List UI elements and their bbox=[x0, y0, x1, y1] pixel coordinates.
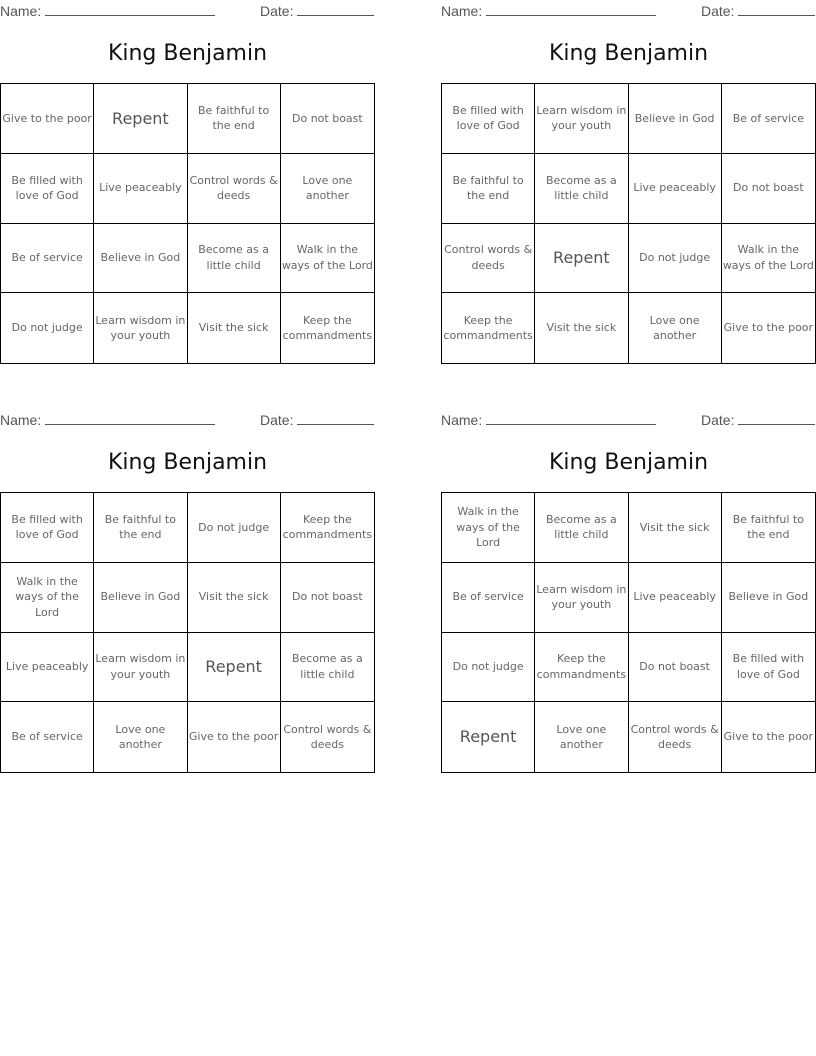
bingo-cell: Control words & deeds bbox=[629, 702, 722, 772]
bingo-cell: Become as a little child bbox=[188, 224, 281, 294]
bingo-cell: Learn wisdom in your youth bbox=[94, 293, 187, 363]
bingo-cell: Walk in the ways of the Lord bbox=[1, 563, 94, 633]
name-field bbox=[0, 2, 215, 19]
bingo-cell: Do not judge bbox=[188, 493, 281, 563]
bingo-cell: Keep the commandments bbox=[282, 313, 373, 343]
name-label: Name: bbox=[0, 3, 42, 19]
name-line bbox=[486, 2, 656, 16]
bingo-card bbox=[0, 0, 375, 343]
name-label: Name: bbox=[441, 3, 483, 19]
bingo-cell: Learn wisdom in your youth bbox=[535, 84, 628, 154]
date-label: Date: bbox=[260, 3, 294, 19]
bingo-cell: Live peaceably bbox=[629, 154, 722, 224]
name-line bbox=[486, 411, 656, 425]
date-label: Date: bbox=[701, 3, 735, 19]
bingo-cell: Be filled with love of God bbox=[442, 84, 535, 154]
bingo-cell: Repent bbox=[188, 633, 281, 703]
date-field bbox=[701, 411, 815, 428]
bingo-cell: Believe in God bbox=[94, 563, 187, 633]
name-field bbox=[0, 411, 215, 428]
card-title: King Benjamin bbox=[107, 450, 268, 475]
bingo-cell: Be filled with love of God bbox=[722, 633, 815, 703]
bingo-cell: Be filled with love of God bbox=[1, 154, 94, 224]
card-header bbox=[0, 409, 375, 431]
card-header bbox=[0, 0, 375, 22]
date-label: Date: bbox=[260, 412, 294, 428]
bingo-cell: Be of service bbox=[722, 84, 815, 154]
bingo-cell: Be faithful to the end bbox=[94, 493, 187, 563]
date-line bbox=[297, 411, 374, 425]
bingo-cell: Give to the poor bbox=[723, 730, 814, 744]
bingo-grid bbox=[0, 83, 375, 364]
bingo-cell: Keep the commandments bbox=[535, 633, 628, 703]
bingo-cell: Believe in God bbox=[722, 563, 815, 633]
bingo-cell: Visit the sick bbox=[629, 493, 722, 563]
date-line bbox=[738, 2, 815, 16]
bingo-cell: Be faithful to the end bbox=[442, 154, 535, 224]
bingo-cell: Control words & deeds bbox=[188, 154, 281, 224]
name-line bbox=[45, 2, 215, 16]
bingo-card bbox=[0, 409, 375, 752]
bingo-grid bbox=[441, 83, 816, 364]
bingo-cell: Do not boast bbox=[281, 563, 374, 633]
bingo-cell: Learn wisdom in your youth bbox=[535, 563, 628, 633]
bingo-cell: Be filled with love of God bbox=[1, 493, 94, 563]
bingo-cell: Visit the sick bbox=[535, 293, 628, 363]
card-title: King Benjamin bbox=[548, 41, 709, 66]
bingo-cell: Control words & deeds bbox=[442, 224, 535, 294]
bingo-card bbox=[441, 0, 816, 343]
bingo-cell: Do not boast bbox=[281, 84, 374, 154]
bingo-cell: Be faithful to the end bbox=[722, 493, 815, 563]
bingo-cell: Keep the commandments bbox=[281, 493, 374, 563]
bingo-cell: Live peaceably bbox=[94, 154, 187, 224]
bingo-grid bbox=[0, 492, 375, 773]
bingo-cell: Love one another bbox=[281, 154, 374, 224]
date-field bbox=[260, 411, 374, 428]
card-title: King Benjamin bbox=[548, 450, 709, 475]
name-field bbox=[441, 2, 656, 19]
name-field bbox=[441, 411, 656, 428]
name-label: Name: bbox=[0, 412, 42, 428]
bingo-cell: Learn wisdom in your youth bbox=[94, 633, 187, 703]
bingo-card bbox=[441, 409, 816, 752]
bingo-cell: Visit the sick bbox=[188, 563, 281, 633]
bingo-cell: Repent bbox=[94, 84, 187, 154]
bingo-cell: Do not boast bbox=[722, 154, 815, 224]
bingo-cell: Do not boast bbox=[629, 633, 722, 703]
bingo-cell: Become as a little child bbox=[535, 154, 628, 224]
name-label: Name: bbox=[441, 412, 483, 428]
bingo-cell: Love one another bbox=[94, 702, 187, 772]
bingo-cell: Do not judge bbox=[442, 633, 535, 703]
bingo-cell: Love one another bbox=[535, 702, 628, 772]
date-line bbox=[297, 2, 374, 16]
bingo-cell: Become as a little child bbox=[535, 493, 628, 563]
bingo-cell: Repent bbox=[442, 702, 535, 772]
bingo-grid bbox=[441, 492, 816, 773]
bingo-cell: Walk in the ways of the Lord bbox=[722, 224, 815, 294]
bingo-cell: Give to the poor bbox=[723, 321, 814, 335]
date-field bbox=[260, 2, 374, 19]
bingo-cell: Visit the sick bbox=[188, 293, 281, 363]
card-header bbox=[441, 0, 816, 22]
bingo-cell: Do not judge bbox=[1, 293, 94, 363]
bingo-cell: Be of service bbox=[442, 563, 535, 633]
bingo-cell: Believe in God bbox=[629, 84, 722, 154]
date-label: Date: bbox=[701, 412, 735, 428]
bingo-cell: Do not judge bbox=[629, 224, 722, 294]
bingo-cell: Walk in the ways of the Lord bbox=[442, 493, 535, 563]
bingo-cell: Repent bbox=[535, 224, 628, 294]
bingo-cell: Live peaceably bbox=[629, 563, 722, 633]
bingo-cell: Give to the poor bbox=[188, 702, 281, 772]
bingo-cell: Walk in the ways of the Lord bbox=[281, 224, 374, 294]
bingo-cell: Control words & deeds bbox=[283, 722, 372, 752]
bingo-cell: Live peaceably bbox=[1, 633, 94, 703]
card-header bbox=[441, 409, 816, 431]
bingo-cell: Love one another bbox=[629, 293, 722, 363]
bingo-cell: Believe in God bbox=[94, 224, 187, 294]
bingo-cell: Keep the commandments bbox=[442, 293, 535, 363]
bingo-cell: Be of service bbox=[1, 224, 94, 294]
bingo-cell: Be of service bbox=[1, 702, 94, 772]
bingo-cell: Be faithful to the end bbox=[188, 84, 281, 154]
bingo-cell: Give to the poor bbox=[1, 84, 94, 154]
date-line bbox=[738, 411, 815, 425]
name-line bbox=[45, 411, 215, 425]
bingo-cell: Become as a little child bbox=[281, 633, 374, 703]
date-field bbox=[701, 2, 815, 19]
card-title: King Benjamin bbox=[107, 41, 268, 66]
